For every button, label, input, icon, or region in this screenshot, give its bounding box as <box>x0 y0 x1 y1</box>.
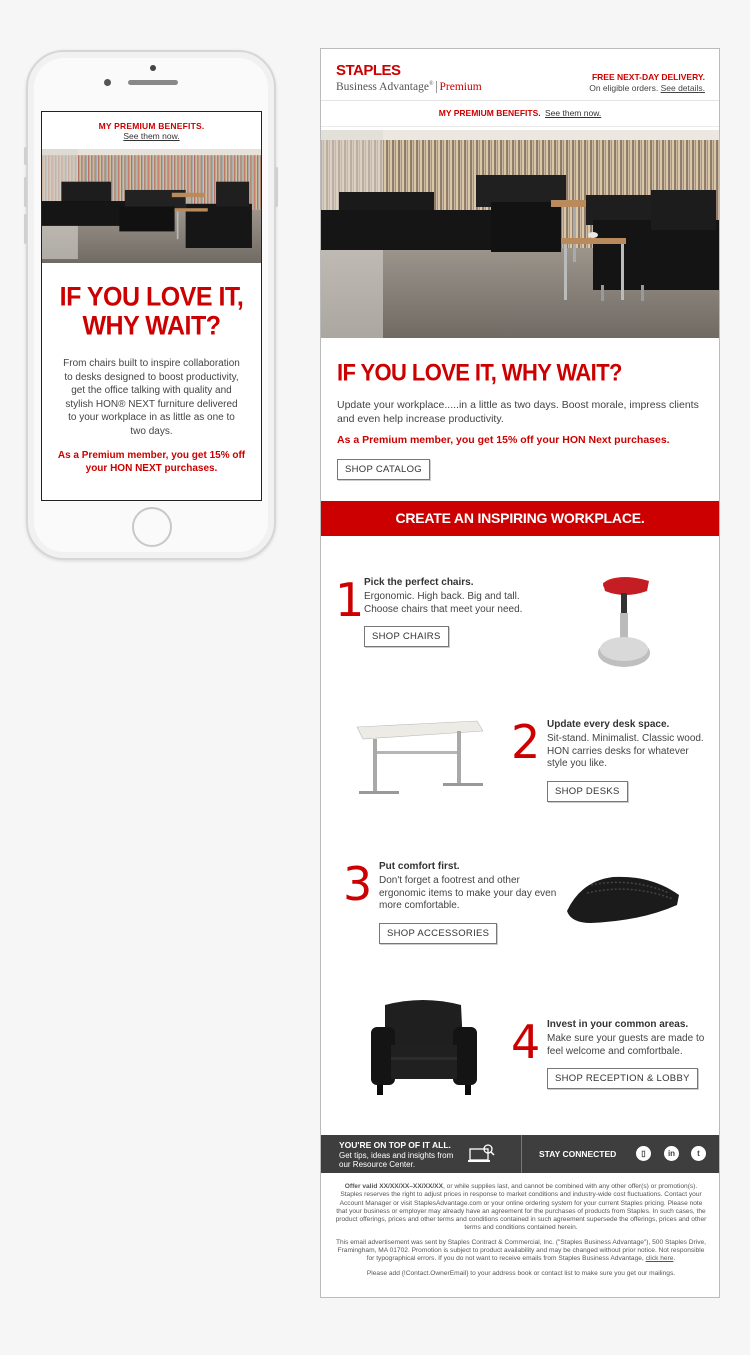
resource-center-text: Get tips, ideas and insights from our Resource Center. <box>339 1150 454 1169</box>
armchair-image <box>365 995 483 1100</box>
step-heading: Put comfort first. <box>379 861 460 872</box>
legal-disclaimer <box>335 1183 707 1284</box>
shop-accessories-button[interactable]: SHOP ACCESSORIES <box>379 923 497 944</box>
logo-brand: STAPLES <box>336 62 401 79</box>
mobile-promo-text: As a Premium member, you get 15% off your HON NEXT purchases. <box>57 450 246 474</box>
email-promo-text: As a Premium member, you get 15% off your HON Next purchases. <box>337 434 670 446</box>
unsubscribe-link[interactable]: click here <box>645 1255 674 1263</box>
resource-center-promo[interactable] <box>339 1141 454 1170</box>
mobile-headline-line2: WHY WAIT? <box>82 310 221 342</box>
address-book-note: Please add {!Contact.OwnerEmail} to your address book or contact list to make sure you get our mailings. <box>366 1269 676 1277</box>
desk-image <box>349 717 484 807</box>
shop-desks-button[interactable]: SHOP DESKS <box>547 781 628 802</box>
phone-side-button <box>24 147 27 165</box>
mobile-hero-image <box>42 149 261 263</box>
footrest-image <box>561 871 686 931</box>
mobile-benefits-title: MY PREMIUM BENEFITS. <box>98 121 205 131</box>
phone-home-button <box>132 507 172 547</box>
logo-reg-mark: ® <box>428 81 434 87</box>
phone-mockup <box>26 50 276 560</box>
step-desks <box>511 715 711 802</box>
resource-center-title: YOU'RE ON TOP OF IT ALL. <box>339 1140 451 1150</box>
step-number: 1 <box>335 573 365 627</box>
stool-image <box>583 569 673 674</box>
staples-logo[interactable] <box>336 63 482 94</box>
delivery-details-link[interactable]: See details. <box>660 83 705 93</box>
step-reception <box>511 1015 716 1089</box>
shop-chairs-button[interactable]: SHOP CHAIRS <box>364 626 449 647</box>
step-accessories <box>343 857 558 944</box>
phone-camera <box>150 65 156 71</box>
email-headline: IF YOU LOVE IT, WHY WAIT? <box>337 358 622 387</box>
delivery-sub-text: On eligible orders. <box>589 83 659 93</box>
phone-screen <box>41 111 262 501</box>
delivery-sub <box>589 83 705 94</box>
stay-connected-label: STAY CONNECTED <box>539 1149 617 1159</box>
twitter-icon[interactable]: t <box>691 1146 706 1161</box>
logo-sub-brand-text: Business Advantage <box>336 80 429 93</box>
inspiring-workplace-banner: CREATE AN INSPIRING WORKPLACE. <box>321 501 719 536</box>
logo-tier: Premium <box>436 81 482 93</box>
step-number: 2 <box>511 715 541 769</box>
offer-text: , or while supplies last, and cannot be combined with any other offer(s) or promotion(s). Staples reserves the right to adjust prices in response to market conditions and industry-wide cost fluctuations. Contact your Account Manager or visit StaplesAdvantage.com or your online ordering system for your current Staples pricing. Please note that your business or employer may already have an agreement for the purchases of products from Staples. In such cases, the product offerings, prices and other terms and conditions contained in such agreement supersede the offerings, prices and other terms and conditions contained herein. <box>335 1183 707 1232</box>
footer-divider <box>521 1135 522 1173</box>
step-heading: Pick the perfect chairs. <box>364 577 474 588</box>
phone-volume-up <box>24 177 27 207</box>
step-number: 4 <box>511 1015 541 1069</box>
offer-disclaimer <box>335 1183 707 1233</box>
laptop-search-icon[interactable] <box>468 1143 496 1165</box>
step-heading: Update every desk space. <box>547 719 670 730</box>
phone-power-button <box>275 167 278 207</box>
phone-sensor <box>104 79 111 86</box>
step-text: Sit-stand. Minimalist. Classic wood. HON carries desks for whatever style you like. <box>547 733 704 769</box>
step-text: Ergonomic. High back. Big and tall. Choose chairs that meet your need. <box>364 591 523 615</box>
mobile-headline-line1: IF YOU LOVE IT, <box>59 281 244 312</box>
delivery-title: FREE NEXT-DAY DELIVERY. <box>591 72 705 82</box>
email-intro-text: Update your workplace.....in a little as two days. Boost morale, impress clients and even help increase productivity. <box>337 399 699 425</box>
phone-speaker <box>128 80 178 85</box>
step-heading: Invest in your common areas. <box>547 1019 689 1030</box>
sender-disclaimer: This email advertisement was sent by Staples Contract & Commercial, Inc. ("Staples Business Advantage"), 500 Staples Drive, Framingham, MA 01702. Promotion is subject to product availability and may be changed without prior notice. Not responsible for typographical errors. If you do not want to receive emails from Staples Business Advantage, click here. <box>335 1238 707 1263</box>
step-number: 3 <box>343 857 373 911</box>
mobile-headline <box>42 283 261 341</box>
offer-label: Offer valid XX/XX/XX–XX/XX/XX <box>344 1183 443 1190</box>
logo-sub-brand <box>336 78 482 94</box>
email-footer-bar <box>321 1135 720 1173</box>
email-benefits-link[interactable]: See them now. <box>545 108 602 118</box>
shop-catalog-button[interactable]: SHOP CATALOG <box>337 459 430 480</box>
phone-volume-down <box>24 214 27 244</box>
mobile-body-text: From chairs built to inspire collaboration to desks designed to boost productivity, get the office talking with quality and stylish HON® NEXT furniture delivered to your workplace in as little as one to two days. <box>63 358 240 437</box>
email-benefits-title: MY PREMIUM BENEFITS. <box>438 108 541 118</box>
mobile-icon[interactable]: ▯ <box>636 1146 651 1161</box>
email-benefits <box>321 101 719 127</box>
shop-reception-lobby-button[interactable]: SHOP RECEPTION & LOBBY <box>547 1068 698 1089</box>
mobile-benefits <box>42 112 261 149</box>
linkedin-icon[interactable]: in <box>664 1146 679 1161</box>
email-header <box>321 49 719 101</box>
mobile-benefits-link[interactable]: See them now. <box>123 131 180 141</box>
step-text: Don't forget a footrest and other ergonomic items to make your day even more comfortable. <box>379 875 557 911</box>
step-text: Make sure your guests are made to feel welcome and comfortbale. <box>547 1033 705 1057</box>
delivery-notice <box>589 72 705 94</box>
email-desktop <box>320 48 720 1298</box>
sender-text: This email advertisement was sent by Staples Contract & Commercial, Inc. ("Staples Business Advantage"), 500 Staples Drive, Framingham, MA 01702. Promotion is subject to product availability and may be changed without prior notice. Not responsible for typographical errors. If you do not want to receive emails from Staples Business Advantage, <box>335 1238 707 1263</box>
email-hero-image <box>321 130 719 338</box>
step-chairs <box>335 573 545 647</box>
